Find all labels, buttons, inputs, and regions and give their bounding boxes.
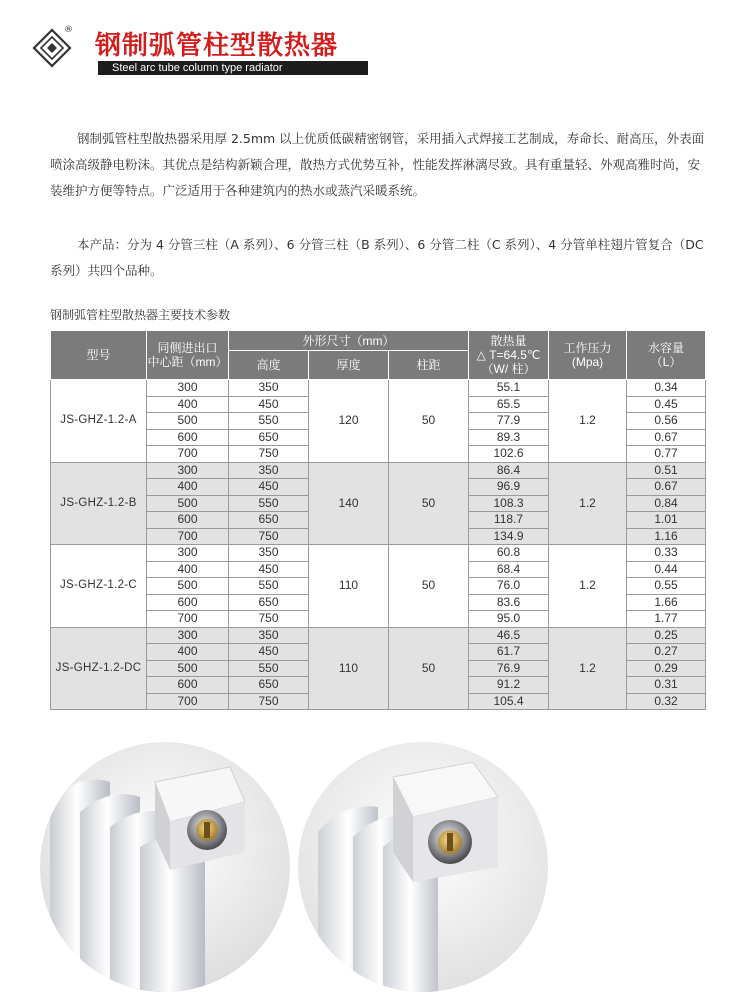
center-cell: 600	[147, 594, 229, 611]
model-cell: JS-GHZ-1.2-DC	[51, 627, 147, 710]
heat-cell: 108.3	[469, 495, 549, 512]
heat-cell: 83.6	[469, 594, 549, 611]
heat-cell: 61.7	[469, 644, 549, 661]
height-cell: 650	[229, 677, 309, 694]
header-center-distance	[147, 331, 229, 380]
center-cell: 500	[147, 495, 229, 512]
center-cell: 300	[147, 545, 229, 562]
center-cell: 400	[147, 396, 229, 413]
water-cell: 0.31	[627, 677, 706, 694]
spacing-cell: 50	[389, 545, 469, 628]
header-spacing: 柱距	[389, 351, 469, 380]
table-row	[51, 380, 706, 397]
center-cell: 300	[147, 627, 229, 644]
spacing-cell: 50	[389, 627, 469, 710]
center-cell: 500	[147, 578, 229, 595]
pressure-cell: 1.2	[549, 545, 627, 628]
intro-paragraph-1: 钢制弧管柱型散热器采用厚 2.5mm 以上优质低碳精密钢管，采用插入式焊接工艺制成，寿命长、耐高压，外表面喷涂高级静电粉沫。其优点是结构新颖合理，散热方式优势互补，性能发挥淋漓尽致。具有重量轻、外观高雅时尚，安装维护方便等特点。广泛适用于各种建筑内的热水或蒸汽采暖系统。	[50, 131, 705, 198]
water-cell: 0.25	[627, 627, 706, 644]
water-cell: 0.55	[627, 578, 706, 595]
water-cell: 1.16	[627, 528, 706, 545]
heat-cell: 118.7	[469, 512, 549, 529]
water-cell: 0.51	[627, 462, 706, 479]
center-cell: 500	[147, 660, 229, 677]
thickness-cell: 120	[309, 380, 389, 463]
heat-cell: 96.9	[469, 479, 549, 496]
header-heat-output	[469, 331, 549, 380]
water-cell: 1.77	[627, 611, 706, 628]
height-cell: 450	[229, 479, 309, 496]
table-row	[51, 545, 706, 562]
height-cell: 550	[229, 413, 309, 430]
header-pressure	[549, 331, 627, 380]
height-cell: 350	[229, 545, 309, 562]
page-subtitle: Steel arc tube column type radiator	[98, 61, 368, 75]
center-cell: 400	[147, 479, 229, 496]
header-pressure-line2: (Mpa)	[571, 355, 604, 369]
spacing-cell: 50	[389, 380, 469, 463]
water-cell: 0.33	[627, 545, 706, 562]
height-cell: 750	[229, 528, 309, 545]
model-cell: JS-GHZ-1.2-A	[51, 380, 147, 463]
water-cell: 0.67	[627, 479, 706, 496]
height-cell: 350	[229, 380, 309, 397]
height-cell: 450	[229, 561, 309, 578]
height-cell: 550	[229, 660, 309, 677]
center-cell: 700	[147, 446, 229, 463]
heat-cell: 76.0	[469, 578, 549, 595]
center-cell: 700	[147, 611, 229, 628]
header-water-capacity	[627, 331, 706, 380]
table-row	[51, 462, 706, 479]
height-cell: 550	[229, 495, 309, 512]
height-cell: 650	[229, 512, 309, 529]
center-cell: 600	[147, 512, 229, 529]
thickness-cell: 110	[309, 545, 389, 628]
page-title: 钢制弧管柱型散热器	[95, 31, 339, 61]
water-cell: 0.34	[627, 380, 706, 397]
heat-cell: 95.0	[469, 611, 549, 628]
center-cell: 300	[147, 380, 229, 397]
heat-cell: 55.1	[469, 380, 549, 397]
registered-mark: ®	[64, 25, 73, 35]
header-water-line2: （L）	[650, 355, 682, 369]
header-heat-line1: 散热量	[490, 334, 527, 348]
header-heat-line2: △ T=64.5℃	[476, 348, 541, 362]
header-height: 高度	[229, 351, 309, 380]
intro-paragraph-2: 本产品：分为 4 分管三柱（A 系列）、6 分管三柱（B 系列）、6 分管二柱（C 系列）、4 分管单柱翅片管复合（DC 系列）共四个品种。	[50, 237, 704, 278]
thickness-cell: 110	[309, 627, 389, 710]
heat-cell: 105.4	[469, 693, 549, 710]
product-photo-left	[40, 742, 290, 992]
height-cell: 350	[229, 627, 309, 644]
water-cell: 0.67	[627, 429, 706, 446]
table-caption: 钢制弧管柱型散热器主要技术参数	[50, 308, 231, 322]
water-cell: 0.32	[627, 693, 706, 710]
center-cell: 400	[147, 644, 229, 661]
header-dimensions: 外形尺寸（mm）	[229, 331, 469, 351]
center-cell: 600	[147, 677, 229, 694]
water-cell: 0.84	[627, 495, 706, 512]
heat-cell: 89.3	[469, 429, 549, 446]
table-row	[51, 627, 706, 644]
water-cell: 0.29	[627, 660, 706, 677]
header-thickness: 厚度	[309, 351, 389, 380]
heat-cell: 68.4	[469, 561, 549, 578]
water-cell: 0.45	[627, 396, 706, 413]
header-pressure-line1: 工作压力	[563, 341, 612, 355]
header-water-line1: 水容量	[647, 341, 684, 355]
pressure-cell: 1.2	[549, 462, 627, 545]
water-cell: 1.01	[627, 512, 706, 529]
center-cell: 600	[147, 429, 229, 446]
model-cell: JS-GHZ-1.2-C	[51, 545, 147, 628]
heat-cell: 65.5	[469, 396, 549, 413]
height-cell: 550	[229, 578, 309, 595]
heat-cell: 77.9	[469, 413, 549, 430]
center-cell: 400	[147, 561, 229, 578]
heat-cell: 134.9	[469, 528, 549, 545]
height-cell: 750	[229, 693, 309, 710]
pressure-cell: 1.2	[549, 627, 627, 710]
header-model: 型号	[51, 331, 147, 380]
height-cell: 450	[229, 644, 309, 661]
center-cell: 700	[147, 693, 229, 710]
center-cell: 500	[147, 413, 229, 430]
water-cell: 0.56	[627, 413, 706, 430]
height-cell: 650	[229, 429, 309, 446]
water-cell: 0.27	[627, 644, 706, 661]
height-cell: 350	[229, 462, 309, 479]
spec-table	[50, 330, 706, 710]
header-center-distance-line1: 同侧进出口	[157, 341, 218, 355]
height-cell: 650	[229, 594, 309, 611]
heat-cell: 76.9	[469, 660, 549, 677]
thickness-cell: 140	[309, 462, 389, 545]
water-cell: 1.66	[627, 594, 706, 611]
model-cell: JS-GHZ-1.2-B	[51, 462, 147, 545]
spacing-cell: 50	[389, 462, 469, 545]
header-center-distance-line2: 中心距（mm）	[147, 355, 228, 369]
height-cell: 750	[229, 446, 309, 463]
height-cell: 450	[229, 396, 309, 413]
heat-cell: 102.6	[469, 446, 549, 463]
product-photo-right	[298, 742, 548, 992]
page-header	[0, 0, 750, 90]
heat-cell: 91.2	[469, 677, 549, 694]
water-cell: 0.44	[627, 561, 706, 578]
header-heat-line3: （W/ 柱）	[481, 362, 536, 376]
center-cell: 700	[147, 528, 229, 545]
height-cell: 750	[229, 611, 309, 628]
center-cell: 300	[147, 462, 229, 479]
pressure-cell: 1.2	[549, 380, 627, 463]
heat-cell: 46.5	[469, 627, 549, 644]
water-cell: 0.77	[627, 446, 706, 463]
heat-cell: 86.4	[469, 462, 549, 479]
heat-cell: 60.8	[469, 545, 549, 562]
